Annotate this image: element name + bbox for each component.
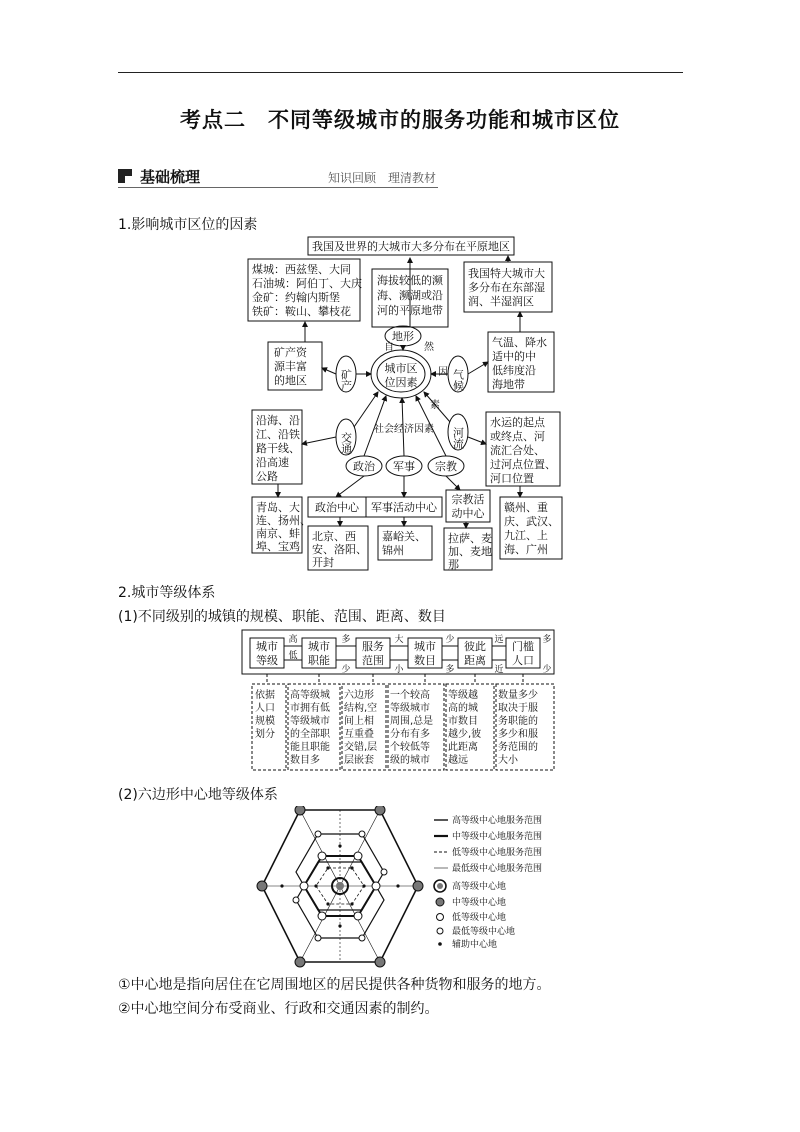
legend-text-9: 辅助中心地	[452, 940, 498, 950]
legend-text-2: 中等级中心地服务范围	[452, 832, 543, 842]
note-central-place: ①中心地是指向居住在它周围地区的居民提供各种货物和服务的地方。	[118, 977, 551, 993]
top-rule	[118, 72, 683, 73]
flow-box-4-line2: 数目	[414, 654, 436, 667]
flow-bot-label-1: 低	[288, 651, 298, 661]
legend-auxiliary-center-icon	[438, 942, 442, 946]
desc-6-line4: 多少和服	[498, 729, 538, 740]
traffic-example-3: 南京、蚌	[256, 527, 300, 540]
religion-example-3: 那	[448, 558, 459, 571]
heading-location-factors: 1.影响城市区位的因素	[118, 217, 258, 233]
section-subtitle: 知识回顾 理清教材	[328, 171, 437, 185]
factor-river: 河流	[451, 427, 465, 449]
desc-1-line2: 人口	[255, 703, 275, 714]
flow-box-1-line2: 等级	[256, 654, 278, 667]
desc-4-line5: 个较低等	[390, 742, 430, 753]
desc-2-line1: 高等级城	[290, 690, 330, 701]
factor-traffic: 交通	[339, 432, 353, 454]
desc-2-line2: 市拥有低	[290, 703, 330, 714]
natural-char-2: 然	[424, 342, 434, 353]
section-rule	[118, 187, 438, 188]
desc-2-line6: 数目多	[290, 755, 320, 766]
desc-6-line6: 大小	[498, 755, 518, 766]
center-text-1: 城市区	[384, 362, 418, 375]
traffic-example-4: 埠、宝鸡	[256, 540, 300, 553]
desc-3-line5: 交错,层	[344, 742, 378, 753]
river-desc-3: 流汇合处、	[490, 444, 545, 457]
page-title: 考点二 不同等级城市的服务功能和城市区位	[180, 108, 620, 132]
desc-1-line4: 划分	[255, 729, 275, 740]
flow-top-label-5: 远	[494, 635, 504, 645]
flow-box-3-line2: 范围	[362, 654, 384, 667]
desc-4-line4: 分布有多	[390, 729, 430, 740]
mine-area-3: 的地区	[274, 374, 307, 387]
flow-top-label-1: 高	[288, 635, 298, 645]
factor-military: 军事	[393, 460, 415, 473]
traffic-example-2: 连、扬州、	[256, 514, 311, 527]
river-desc-1: 水运的起点	[490, 416, 545, 429]
social-factor-label: 社会经济因素	[374, 424, 434, 435]
desc-6-line5: 务范围的	[498, 742, 538, 753]
traffic-desc-5: 公路	[256, 470, 278, 483]
heading-city-levels: (1)不同级别的城镇的规模、职能、范围、距离、数目	[118, 609, 446, 625]
military-example-1: 嘉峪关、	[382, 530, 426, 543]
desc-2-line3: 等级城市	[290, 716, 330, 727]
flow-top-label-6: 多	[542, 635, 552, 645]
factor-mine: 矿产	[339, 369, 353, 391]
desc-3-line6: 层嵌套	[344, 755, 374, 766]
legend-text-8: 最低等级中心地	[452, 927, 516, 937]
legend-lowest-center-icon	[437, 928, 443, 934]
desc-3-line1: 六边形	[344, 690, 374, 701]
natural-char-4: 素	[430, 400, 440, 411]
desc-2-line4: 的全部职	[290, 729, 330, 740]
flow-box-3-line1: 服务	[362, 640, 384, 653]
section-header	[118, 166, 438, 190]
traffic-desc-4: 沿高速	[256, 456, 289, 469]
flow-box-6-line2: 人口	[512, 654, 534, 667]
flow-box-2-line1: 城市	[308, 640, 330, 653]
flow-box-4-line1: 城市	[414, 640, 436, 653]
flow-bot-label-4: 多	[445, 665, 455, 675]
desc-5-line6: 越远	[448, 755, 468, 766]
religion-center-2: 动中心	[451, 507, 485, 520]
central-place-hexagon-diagram	[250, 806, 560, 968]
lowland-text-3: 河的平原地带	[377, 304, 443, 317]
desc-4-line1: 一个较高	[390, 690, 430, 701]
legend-text-4: 最低级中心地服务范围	[452, 864, 543, 874]
natural-char-3: 因	[438, 367, 448, 378]
legend-text-5: 高等级中心地	[452, 882, 507, 892]
politics-example-3: 开封	[312, 556, 334, 569]
desc-4-line6: 级的城市	[390, 755, 430, 766]
flow-bot-label-2: 少	[341, 665, 351, 675]
factor-religion: 宗教	[435, 460, 457, 473]
mine-example-1: 煤城：西兹堡、大同	[252, 263, 351, 276]
desc-5-line3: 市数目	[448, 716, 478, 727]
legend-text-7: 低等级中心地	[452, 913, 507, 923]
politics-center: 政治中心	[315, 501, 359, 514]
flow-box-5-line1: 彼此	[464, 640, 486, 653]
legend-text-1: 高等级中心地服务范围	[452, 816, 543, 826]
traffic-desc-3: 路干线、	[256, 442, 300, 455]
desc-3-line3: 间上相	[344, 716, 374, 727]
traffic-example-1: 青岛、大	[256, 501, 300, 514]
flow-box-5-line2: 距离	[464, 654, 486, 667]
desc-6-line1: 数量多少	[498, 690, 538, 701]
traffic-desc-1: 沿海、沿	[256, 414, 300, 427]
mine-area-2: 源丰富	[274, 360, 307, 373]
heading-city-hierarchy: 2.城市等级体系	[118, 585, 216, 601]
legend-low-center-icon	[437, 914, 444, 921]
factor-climate: 气候	[451, 369, 465, 391]
politics-example-2: 安、洛阳、	[312, 543, 367, 556]
desc-4-line2: 等级城市	[390, 703, 430, 714]
desc-5-line2: 高的城	[448, 703, 478, 714]
east-text-2: 多分布在东部湿	[468, 281, 545, 294]
legend-text-6: 中等级中心地	[452, 898, 507, 908]
flow-top-label-2: 多	[341, 635, 351, 645]
flow-box-2-line2: 职能	[308, 654, 330, 667]
mine-example-3: 金矿：约翰内斯堡	[252, 291, 340, 304]
center-text-2: 位因素	[384, 376, 418, 389]
desc-5-line5: 此距离	[448, 742, 478, 753]
river-example-4: 海、广州	[504, 543, 548, 556]
river-desc-5: 河口位置	[490, 472, 534, 485]
military-center: 军事活动中心	[371, 501, 437, 514]
legend-text-3: 低等级中心地服务范围	[452, 848, 543, 858]
river-example-1: 赣州、重	[504, 501, 548, 514]
factor-politics: 政治	[353, 460, 375, 473]
heading-hexagon-system: (2)六边形中心地等级体系	[118, 787, 278, 803]
flow-bot-label-3: 小	[394, 665, 404, 675]
climate-desc-2: 适中的中	[492, 350, 536, 363]
desc-3-line2: 结构,空	[344, 703, 378, 714]
religion-center-1: 宗教活	[451, 493, 485, 506]
natural-char-1: 自	[384, 342, 394, 353]
desc-1-line1: 依据	[255, 690, 275, 701]
religion-example-1: 拉萨、麦	[448, 532, 492, 545]
desc-1-line3: 规模	[255, 716, 275, 727]
location-factors-diagram	[0, 232, 800, 574]
flow-bot-label-6: 少	[542, 665, 552, 675]
plain-cities-note: 我国及世界的大城市大多分布在平原地区	[312, 240, 510, 253]
flow-bot-label-5: 近	[494, 665, 504, 675]
desc-4-line3: 周围,总是	[390, 716, 434, 727]
river-desc-2: 或终点、河	[490, 430, 545, 443]
flow-box-6-line1: 门槛	[512, 640, 534, 653]
section-label: 基础梳理	[140, 168, 201, 186]
section-marker-icon	[118, 169, 132, 183]
mine-example-4: 铁矿：鞍山、攀枝花	[252, 305, 351, 318]
desc-6-line2: 取决于服	[498, 703, 538, 714]
desc-2-line5: 能且职能	[290, 742, 330, 753]
desc-5-line4: 越少,彼	[448, 729, 482, 740]
flow-top-label-4: 少	[445, 635, 455, 645]
city-level-flow-diagram	[240, 628, 560, 774]
desc-5-line1: 等级越	[448, 690, 478, 701]
politics-example-1: 北京、西	[312, 530, 356, 543]
lowland-text-1: 海拔较低的濒	[377, 274, 443, 287]
flow-top-label-3: 大	[394, 635, 404, 645]
river-example-3: 九江、上	[504, 529, 548, 542]
river-desc-4: 过河点位置、	[490, 458, 556, 471]
lowland-text-2: 海、濒湖或沿	[377, 289, 443, 302]
legend-mid-center-icon	[436, 898, 444, 906]
climate-desc-4: 海地带	[492, 378, 525, 391]
religion-example-2: 加、麦地	[448, 545, 492, 558]
river-example-2: 庆、武汉、	[504, 515, 559, 528]
east-text-3: 润、半湿润区	[468, 295, 534, 308]
climate-desc-1: 气温、降水	[492, 336, 547, 349]
military-example-2: 锦州	[382, 544, 404, 557]
legend-high-center-icon	[434, 880, 446, 892]
climate-desc-3: 低纬度沿	[492, 364, 536, 377]
mine-example-2: 石油城：阿伯丁、大庆	[252, 277, 362, 290]
east-text-1: 我国特大城市大	[468, 267, 545, 280]
flow-box-1-line1: 城市	[256, 640, 278, 653]
desc-6-line3: 务职能的	[498, 716, 538, 727]
note-distribution: ②中心地空间分布受商业、行政和交通因素的制约。	[118, 1001, 439, 1017]
mine-area-1: 矿产资	[274, 346, 307, 359]
factor-terrain: 地形	[392, 330, 414, 343]
desc-3-line4: 互重叠	[344, 729, 374, 740]
traffic-desc-2: 江、沿铁	[256, 428, 300, 441]
